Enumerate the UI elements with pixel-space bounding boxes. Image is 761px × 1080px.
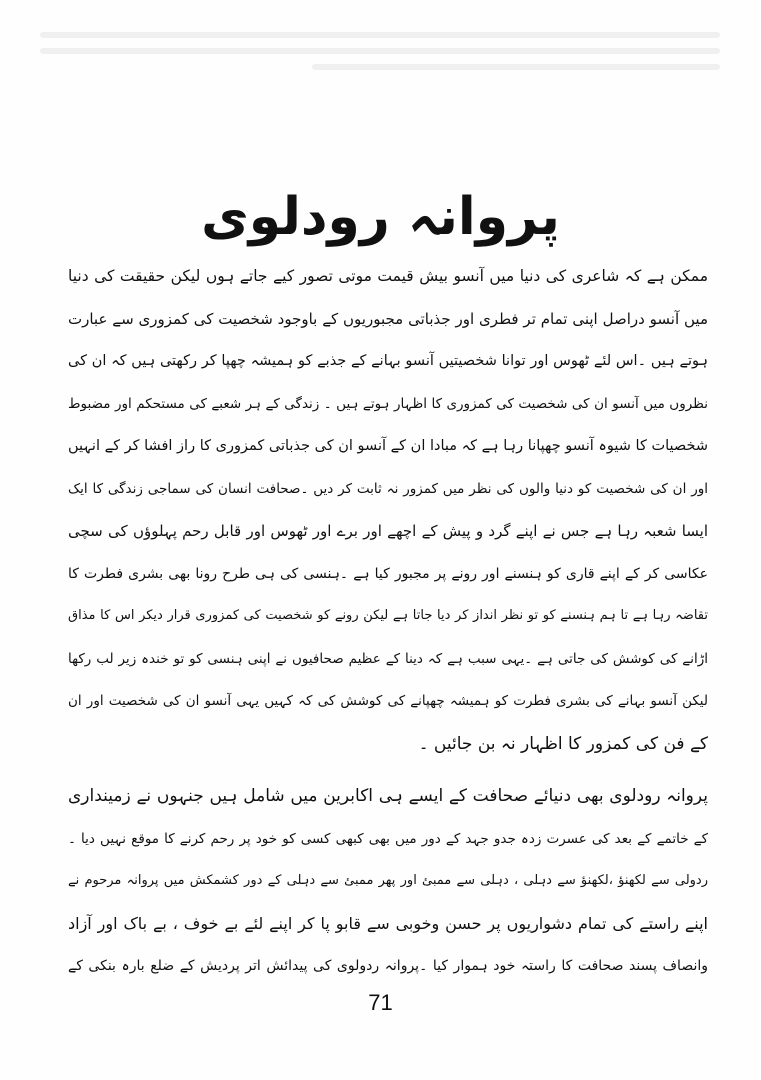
text-line: اور ان کی شخصیت کو دنیا والوں کی نظر میں کمزور نہ ثابت کر دیں ۔صحافت انسان کی سماجی زندگی کا ایک: [68, 480, 708, 497]
text-line: ممکن ہے کہ شاعری کی دنیا میں آنسو بیش قیمت موتی تصور کیے جاتے ہوں لیکن حقیقت کی دنیا: [68, 267, 708, 285]
text-line: ہوتے ہیں ۔اس لئے ٹھوس اور توانا شخصیتیں آنسو بہانے کے جذبے کو ہمیشہ چھپا کر رکھتی ہیں کہ ان کی: [68, 353, 708, 369]
paragraph-2: [68, 775, 708, 988]
text-line: وانصاف پسند صحافت کا راستہ خود ہموار کیا ۔پروانہ ردولوی کی پیدائش اتر پردیش کے ضلع بارہ بنکی کے: [68, 958, 708, 974]
article-body: [68, 255, 708, 988]
text-line: لیکن آنسو بہانے کی بشری فطرت کو ہمیشہ چھپانے کی کوشش کی کہ کہیں یہی آنسو ان کی شخصیت اور ان: [68, 693, 708, 709]
bleed-through-shadow: [40, 22, 720, 92]
bleed-line: [40, 32, 720, 38]
paragraph-1: [68, 255, 708, 765]
text-line: تقاضہ رہا ہے تا ہم ہنسنے کو تو نظر انداز کر دیا جاتا ہے لیکن رونے کو شخصیت کی کمزوری قرار دیکر اس کا مذاق: [68, 608, 708, 623]
text-line: پروانہ رودلوی بھی دنیائے صحافت کے ایسے ہی اکابرین میں شامل ہیں جنہوں نے زمینداری: [68, 786, 708, 806]
bleed-line: [40, 48, 720, 54]
text-line: ایسا شعبہ رہا ہے جس نے اپنے گرد و پیش کے اچھے اور برے اور ٹھوس اور قابل رحم پہلوؤں کی سچی: [68, 522, 708, 540]
page-title: پروانہ رودلوی: [201, 187, 560, 247]
text-line: کے فن کی کمزور کا اظہار نہ بن جائیں ۔: [418, 733, 708, 754]
text-line: اپنے راستے کی تمام دشواریوں پر حسن وخوبی سے قابو پا کر اپنے لئے بے خوف ، بے باک اور آزاد: [68, 913, 708, 933]
text-line: اڑانے کی کوشش کی جاتی ہے ۔یہی سبب ہے کہ دینا کے عظیم صحافیوں نے اپنی ہنسی کو تو خندہ زیر لب رکھا: [68, 650, 708, 667]
page-number: 71: [368, 990, 393, 1015]
text-line: کے خاتمے کے بعد کی عسرت زدہ جدو جہد کے دور میں بھی کبھی کسی کو خود پر رحم کرنے کا موقع نہیں دیا ۔: [68, 830, 708, 847]
text-line: نظروں میں آنسو ان کی شخصیت کی کمزوری کا اظہار ہوتے ہیں ۔ زندگی کے ہر شعبے کی مستحکم اور مضبوط: [68, 395, 708, 412]
text-line: ردولی سے لکھنؤ ،لکھنؤ سے دہلی ، دہلی سے ممبئ اور پھر ممبئ سے دہلی کے دور کشمکش میں پروانہ مرحوم نے: [68, 873, 708, 888]
text-line: عکاسی کر کے اپنے قاری کو ہنسنے اور رونے پر مجبور کیا ہے ۔ہنسی کی ہی طرح رونا بھی بشری فطرت کا: [68, 565, 708, 582]
text-line: میں آنسو دراصل اپنی تمام تر فطری اور جذباتی مجبوریوں کے باوجود شخصیت کی کمزوری سے عبارت: [68, 309, 708, 328]
text-line: شخصیات کا شیوہ آنسو چھپانا رہا ہے کہ مبادا ان کے آنسو ان کی جذباتی کمزوری کا راز افشا کر کے انہیں: [68, 438, 708, 454]
bleed-line: [312, 64, 720, 70]
